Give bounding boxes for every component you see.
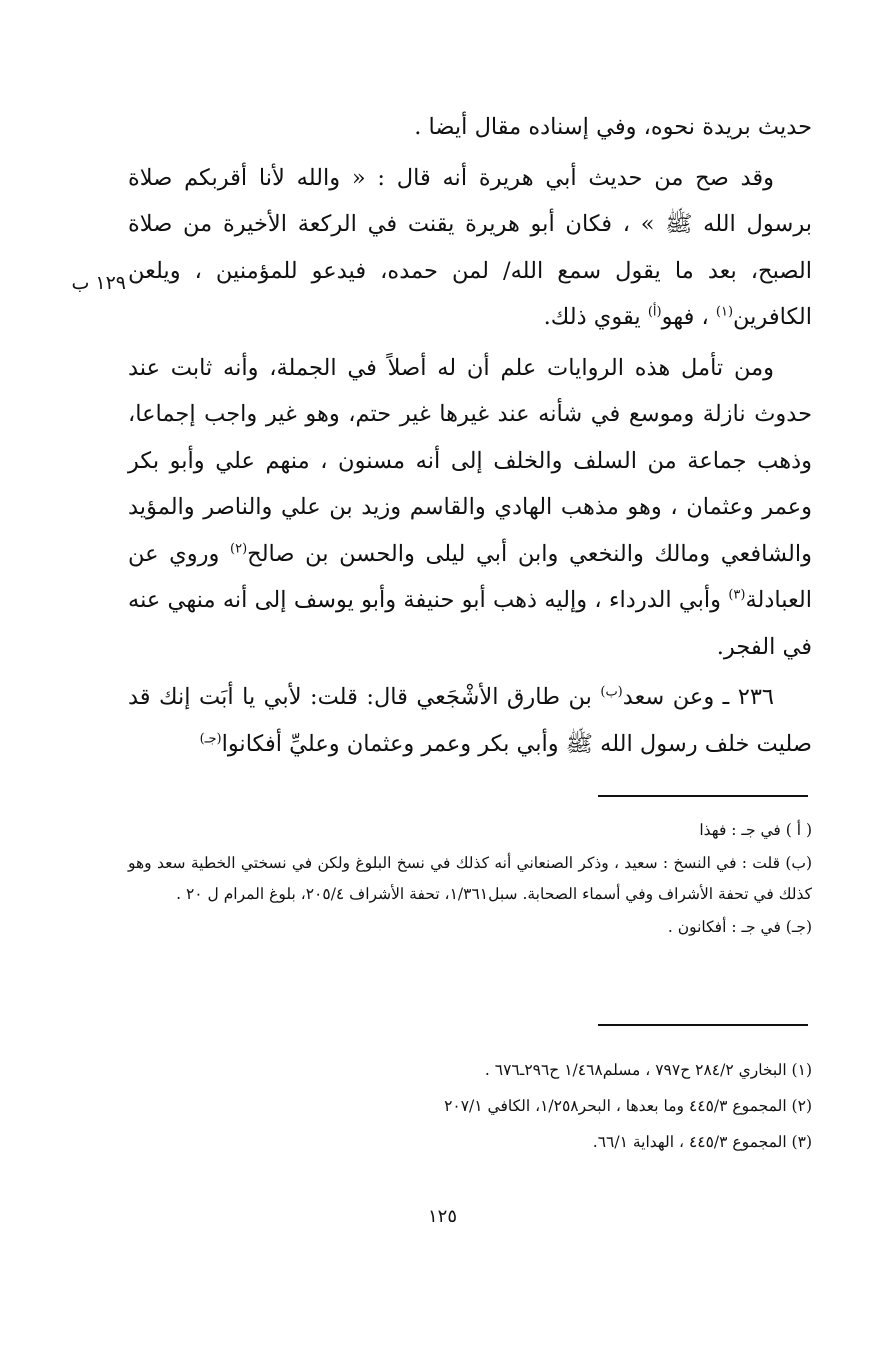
paragraph-2 <box>128 155 812 341</box>
footnote-ref-3: (٣) <box>728 587 746 603</box>
reference-notes <box>128 1053 812 1161</box>
variant-ref-a: (أ) <box>647 304 662 320</box>
hadith-236-text: ٢٣٦ ـ وعن سعد <box>622 684 774 710</box>
paragraph-3-end: وأبي الدرداء ، وإليه ذهب أبو حنيفة وأبو يوسف إلى أنه منهي عنه في الفجر. <box>128 587 812 660</box>
paragraph-2-text: وقد صح من حديث أبي هريرة أنه قال : « والله لأنا أقربكم صلاة برسول الله ﷺ » ، فكان أبو هريرة يقنت في الركعة الأخيرة من صلاة الصبح، بعد ما يقول سمع الله/ لمن حمده، فيدعو للمؤمنين ، ويلعن الكافرين <box>128 164 812 330</box>
reference-note-3: (٣) المجموع ٤٤٥/٣ ، الهداية ٦٦/١. <box>592 1133 812 1151</box>
paragraph-3-mid: وروي عن العبادلة <box>128 540 812 613</box>
footnote-divider-2 <box>598 1024 808 1026</box>
hadith-236-mid: بن طارق الأشْجَعي قال: قلت: لأبي يا أبَت إنك قد صليت خلف رسول الله ﷺ وأبي بكر وعمر وعثمان وعليِّ أفكانوا <box>128 684 812 757</box>
page-number: ١٢٥ <box>427 1206 457 1227</box>
reference-note-1: (١) البخاري ٢٨٤/٢ ح٧٩٧ ، مسلم١/٤٦٨ ح٢٩٦ـ٦٧٦ . <box>484 1061 812 1079</box>
variant-ref-j: (جـ) <box>199 731 222 746</box>
hadith-236 <box>128 674 812 767</box>
variant-ref-b: (ب) <box>600 684 623 700</box>
variant-note-b: (ب) قلت : في النسخ : سعيد ، وذكر الصنعاني أنه كذلك في نسخ البلوغ ولكن في نسختي الخطية سعد وهو كذلك في تحفة الأشراف وفي أسماء الصحابة. سبل١/٣٦١، تحفة الأشراف ٢٠٥/٤، بلوغ المرام ل ٢٠ . <box>128 854 812 903</box>
main-text <box>128 104 812 771</box>
footnote-divider-1 <box>598 795 808 797</box>
paragraph-3 <box>128 345 812 671</box>
paragraph-1 <box>128 104 812 151</box>
variant-notes <box>128 815 812 945</box>
variant-note-j: (جـ) في جـ : أفكانون . <box>667 918 812 936</box>
paragraph-2-mid: ، فهو <box>661 304 716 330</box>
variant-note-a: ( أ ) في جـ : فهذا <box>699 821 812 839</box>
paragraph-2-end: يقوي ذلك. <box>543 304 648 330</box>
footnote-ref-1: (١) <box>715 304 734 320</box>
manuscript-folio-note: ١٢٩ ب <box>71 272 126 294</box>
paragraph-3-text: ومن تأمل هذه الروايات علم أن له أصلاً في الجملة، وأنه ثابت عند حدوث نازلة وموسع في شأنه عند غيرها غير حتم، وهو غير واجب إجماعا، وذهب جماعة من السلف والخلف إلى أنه مسنون ، منهم علي وأبو بكر وعمر وعثمان ، وهو مذهب الهادي والقاسم وزيد بن علي والناصر والمؤيد والشافعي ومالك والنخعي وابن أبي ليلى والحسن بن صالح <box>128 354 812 567</box>
paragraph-1-text: حديث بريدة نحوه، وفي إسناده مقال أيضا . <box>414 114 812 140</box>
footnote-ref-2: (٢) <box>230 541 248 556</box>
reference-note-2: (٢) المجموع ٤٤٥/٣ وما بعدها ، البحر١/٢٥٨، الكافي ٢٠٧/١ <box>444 1097 812 1115</box>
